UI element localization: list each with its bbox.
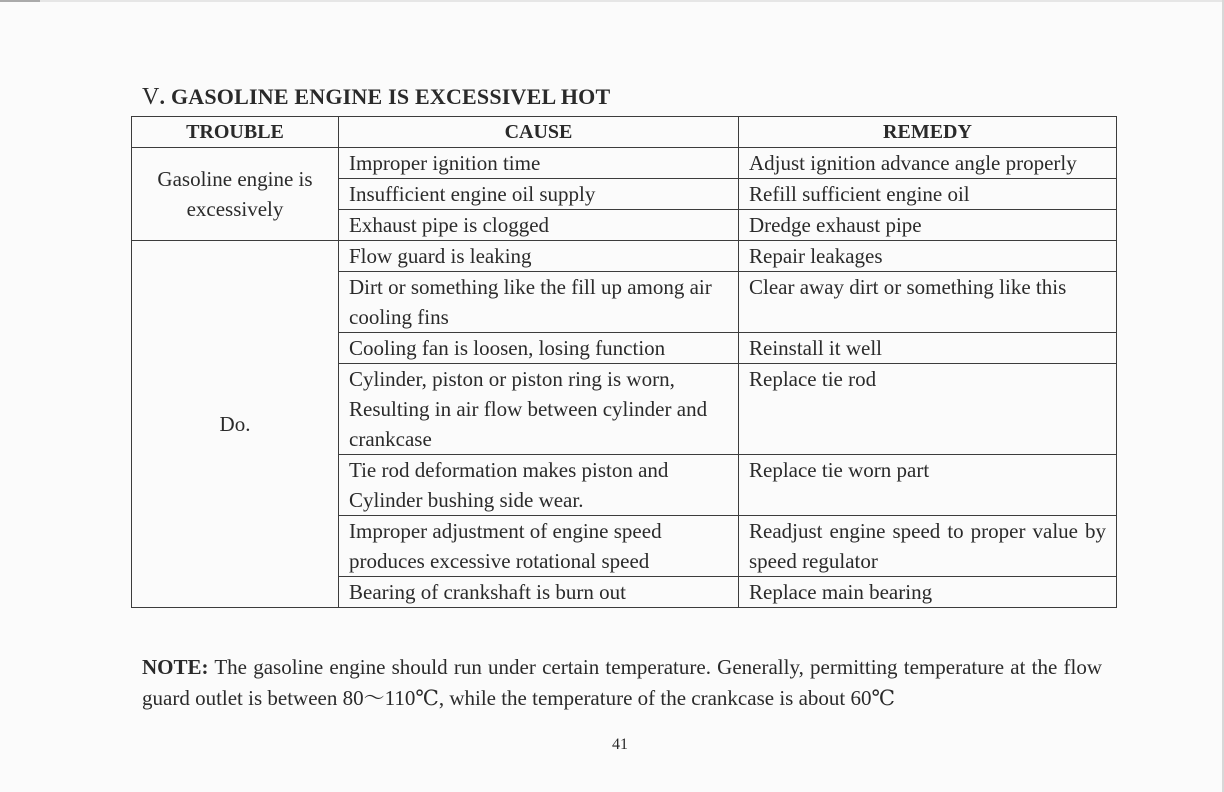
note-paragraph	[142, 652, 1102, 714]
trouble-cell: Do.	[132, 241, 339, 608]
cause-cell: Tie rod deformation makes piston and Cylinder bushing side wear.	[339, 455, 739, 516]
section-title	[142, 84, 610, 111]
remedy-cell: Reinstall it well	[739, 333, 1117, 364]
remedy-cell: Clear away dirt or something like this	[739, 272, 1117, 333]
remedy-cell: Dredge exhaust pipe	[739, 210, 1117, 241]
note-label: NOTE:	[142, 655, 209, 679]
remedy-cell: Replace tie rod	[739, 364, 1117, 455]
section-title-text: . GASOLINE ENGINE IS EXCESSIVEL HOT	[159, 84, 611, 109]
cause-cell: Insufficient engine oil supply	[339, 179, 739, 210]
remedy-cell: Adjust ignition advance angle properly	[739, 148, 1117, 179]
cause-cell: Improper adjustment of engine speed produces excessive rotational speed	[339, 516, 739, 577]
cause-cell: Flow guard is leaking	[339, 241, 739, 272]
trouble-cell: Gasoline engine is excessively	[132, 148, 339, 241]
cause-cell: Bearing of crankshaft is burn out	[339, 577, 739, 608]
remedy-cell: Readjust engine speed to proper value by speed regulator	[739, 516, 1117, 577]
table-row	[132, 241, 1117, 272]
remedy-cell: Replace main bearing	[739, 577, 1117, 608]
cause-cell: Dirt or something like the fill up among air cooling fins	[339, 272, 739, 333]
cause-cell: Exhaust pipe is clogged	[339, 210, 739, 241]
table-row	[132, 148, 1117, 179]
cause-cell: Cooling fan is loosen, losing function	[339, 333, 739, 364]
scan-border-top	[0, 0, 1224, 2]
remedy-cell: Repair leakages	[739, 241, 1117, 272]
remedy-cell: Refill sufficient engine oil	[739, 179, 1117, 210]
troubleshooting-table	[131, 116, 1117, 608]
note-text: The gasoline engine should run under certain temperature. Generally, permitting temperature at the flow guard outlet is between 80～110℃, while the temperature of the crankcase is about 60℃	[142, 655, 1102, 710]
cause-cell: Improper ignition time	[339, 148, 739, 179]
header-cause: CAUSE	[339, 117, 739, 148]
table-header-row	[132, 117, 1117, 148]
section-roman-numeral: V	[142, 84, 160, 110]
cause-cell: Cylinder, piston or piston ring is worn, Resulting in air flow between cylinder and crankcase	[339, 364, 739, 455]
page-number: 41	[612, 736, 628, 753]
header-remedy: REMEDY	[739, 117, 1117, 148]
header-trouble: TROUBLE	[132, 117, 339, 148]
remedy-cell: Replace tie worn part	[739, 455, 1117, 516]
